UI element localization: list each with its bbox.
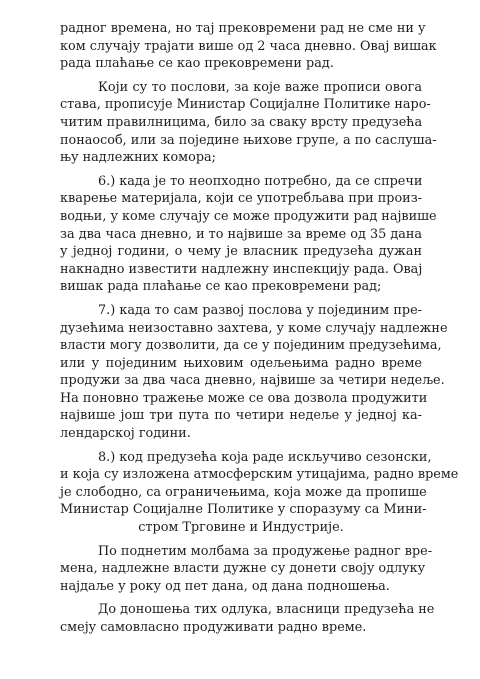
text-line: продужи за два часа дневно, највише за четири недеље. xyxy=(60,373,445,389)
text-line: мена, надлежне власти дужне су донети своју одлуку xyxy=(60,561,426,577)
text-line: става, прописује Министар Социјалне Политике наро- xyxy=(60,97,431,113)
text-line: власти могу дозволити, да се у појединим предузећима, xyxy=(60,338,442,354)
paragraph-item-6 xyxy=(60,173,437,296)
text-line: рада плаћање се као прековремени рад. xyxy=(60,56,334,72)
text-line: њу надлежних комора; xyxy=(60,150,216,166)
text-line: понаособ, или за поједине њихове групе, а по саслуша- xyxy=(60,132,437,148)
text-line: или у појединим њиховим одељењима радно време xyxy=(60,355,422,371)
paragraph-continuation xyxy=(60,20,437,73)
text-line: стром Трговине и Индустрије. xyxy=(138,520,344,536)
text-line: накнадно известити надлежну инспекцију рада. Овај xyxy=(60,261,423,277)
text-line: највише још три пута по четири недеље у једној ка- xyxy=(60,408,422,424)
text-line: смеју самовласно продуживати радно време. xyxy=(60,620,367,635)
text-line: По поднетим молбама за продужење радног вре- xyxy=(98,543,433,559)
text-line: радног времена, но тај прековремени рад не сме ни у xyxy=(60,21,426,36)
text-line: најдаље у року од пет дана, од дана подношења. xyxy=(60,578,390,594)
text-line: кварење материјала, који се употребљава при произ- xyxy=(60,191,422,207)
paragraph-regulations xyxy=(60,79,437,167)
paragraph-until-decision xyxy=(60,601,435,636)
text-line: 7.) када то сам развој послова у појединим пре- xyxy=(98,302,422,318)
text-line: 8.) код предузећа која раде искључиво сезонски, xyxy=(98,449,432,465)
text-line: вишак рада плаћање се као прековремени рад; xyxy=(60,279,382,295)
text-line: Министар Социјалне Политике у споразуму са Мини- xyxy=(60,502,427,518)
document-page xyxy=(60,20,459,643)
paragraph-item-8 xyxy=(60,449,459,537)
text-line: за два часа дневно, и то највише за време од 35 дана xyxy=(60,226,422,242)
text-line: ком случају трајати више од 2 часа дневно. Овај вишак xyxy=(60,38,437,54)
paragraph-item-7 xyxy=(60,302,448,443)
text-line: дузећима неизоставно захтева, у коме случају надлежне xyxy=(60,320,448,336)
text-line: водњи, у коме случају се може продужити рад највише xyxy=(60,208,437,224)
text-line: 6.) када је то неопходно потребно, да се спречи xyxy=(98,173,423,189)
text-line: На поновно тражење може се ова дозвола продужити xyxy=(60,390,428,406)
text-line: је слободно, са ограничењима, која може да пропише xyxy=(60,484,427,500)
text-line: у једној години, о чему је власник предузећа дужан xyxy=(60,244,422,260)
text-line: и која су изложена атмосферским утицајима, радно време xyxy=(60,467,459,483)
text-line: читим правилницима, било за сваку врсту предузећа xyxy=(60,114,423,130)
text-line: До доношења тих одлука, власници предузећа не xyxy=(98,602,435,618)
paragraph-requests xyxy=(60,543,433,596)
text-line: Који су то послови, за које важе прописи овога xyxy=(98,79,422,95)
text-line: лендарској години. xyxy=(60,426,191,442)
